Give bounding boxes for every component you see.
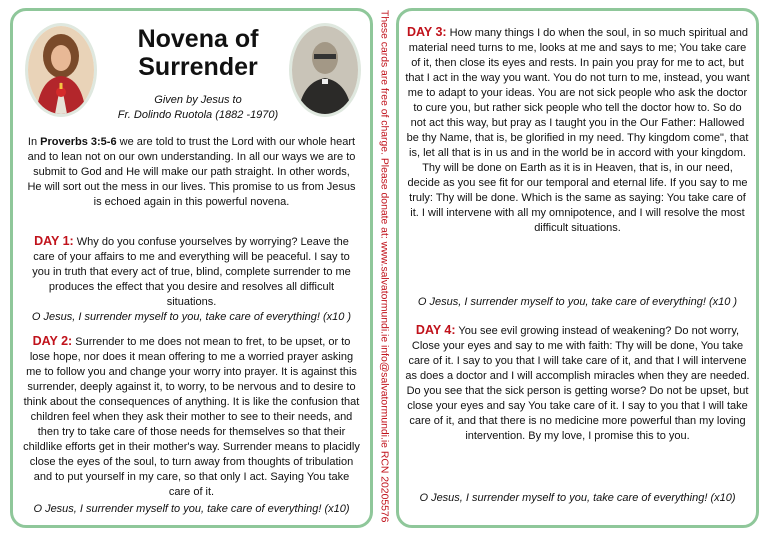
intro-text: we are told to trust the Lord with our whole heart and to lean not on our own understanding. In all our ways we are to submit to God and He will make our path straight. In other words, He will sort out the mess in our lives. This promise to us from Jesus is echoed again in this powerful novena. [27,136,356,208]
intro-reference: Proverbs 3:5-6 [40,136,117,148]
intro-paragraph [25,135,358,210]
day4-block [405,323,750,444]
given-line-2: Fr. Dolindo Ruotola (1882 -1970) [117,109,279,121]
day1-label: DAY 1: [34,234,74,248]
day3-text: How many things I do when the soul, in so much spiritual and material need turns to me, looks at me and says to me; You take care of it, then close its eyes and rests. In pain you pray for me to act, but that I act in the way you want. You do not turn to me, instead, you want me to adapt to your ideas. You are not sick people who ask the doctor to cure you, but rather sick people who tell the doctor how to. So do not act this way, but pray as I taught you in the Our Father: Hallowed be thy Name, that is, be glorified in my need. Thy kingdom come", that is, let all that is in us and in the world be in accord with your kingdom. Thy will be done on Earth as it is in Heaven, that is, in our need, decide as you see fit for our temporal and eternal life. If you say to me truly: Thy will be done. Which is the same as saying: You take care of it. I will intervene with all my omnipotence, and I will resolve the most difficult situations. [405,27,750,234]
day2-block [23,334,360,500]
day1-prayer: O Jesus, I surrender myself to you, take care of everything! (x10 ) [31,311,352,323]
day1-block [23,234,360,310]
page-title [108,25,288,81]
intro-pre: In [27,136,41,148]
side-donation-note [374,10,394,528]
right-card [396,8,759,528]
day2-label: DAY 2: [32,334,73,348]
given-line-1: Given by Jesus to [154,94,242,106]
left-card [10,8,373,528]
priest-photo [289,23,361,117]
day1-text: Why do you confuse yourselves by worrying? Leave the care of your affairs to me and everything will be peaceful. I say to you in truth that every act of true, blind, complete surrender to me produces the effect that you desire and resolves all difficult situations. [32,236,351,308]
day2-text: Surrender to me does not mean to fret, to be upset, or to lose hope, nor does it mean offering to me a worried prayer asking me to follow you and change your worry into prayer. It is against this surrender, deeply against it, to worry, to be nervous and to desire to think about the consequences of anything. It is like the confusion that children feel when they ask their mother to see to their needs, and then try to take care of those needs for themselves so that their childlike efforts get in their mother's way. Surrender means to placidly close the eyes of the soul, to turn away from thoughts of tribulation and to put yourself in my care, so that only I act. Saying You take care of it. [23,336,360,498]
day2-prayer: O Jesus, I surrender myself to you, take care of everything! (x10) [33,503,350,515]
title-line-2: Surrender [138,53,258,81]
day4-text: You see evil growing instead of weakening? Do not worry, Close your eyes and say to me with faith: Thy will be done, You take care of it. I say to you that I will take care of it, and that I will intervene as does a doctor and I will accomplish miracles when they are needed. Do you see that the sick person is getting worse? Do not be upset, but close your eyes and say You take care of it. I say to you that I will take care of it, and that there is no medicine more powerful than my loving intervention. By my love, I promise this to you. [405,325,750,442]
title-line-1: Novena of [137,25,259,53]
side-note-text: These cards are free of charge. Please donate at: www.salvatormundi.ie info@salvatormundi.ie RCN 20205576 [378,10,390,523]
sacred-heart-image [25,23,97,117]
day4-prayer: O Jesus, I surrender myself to you, take care of everything! (x10) [419,492,736,504]
day3-block [405,25,750,236]
day3-label: DAY 3: [406,25,447,39]
given-by [98,93,298,123]
day4-label: DAY 4: [415,323,456,337]
day3-prayer: O Jesus, I surrender myself to you, take care of everything! (x10 ) [417,296,738,308]
